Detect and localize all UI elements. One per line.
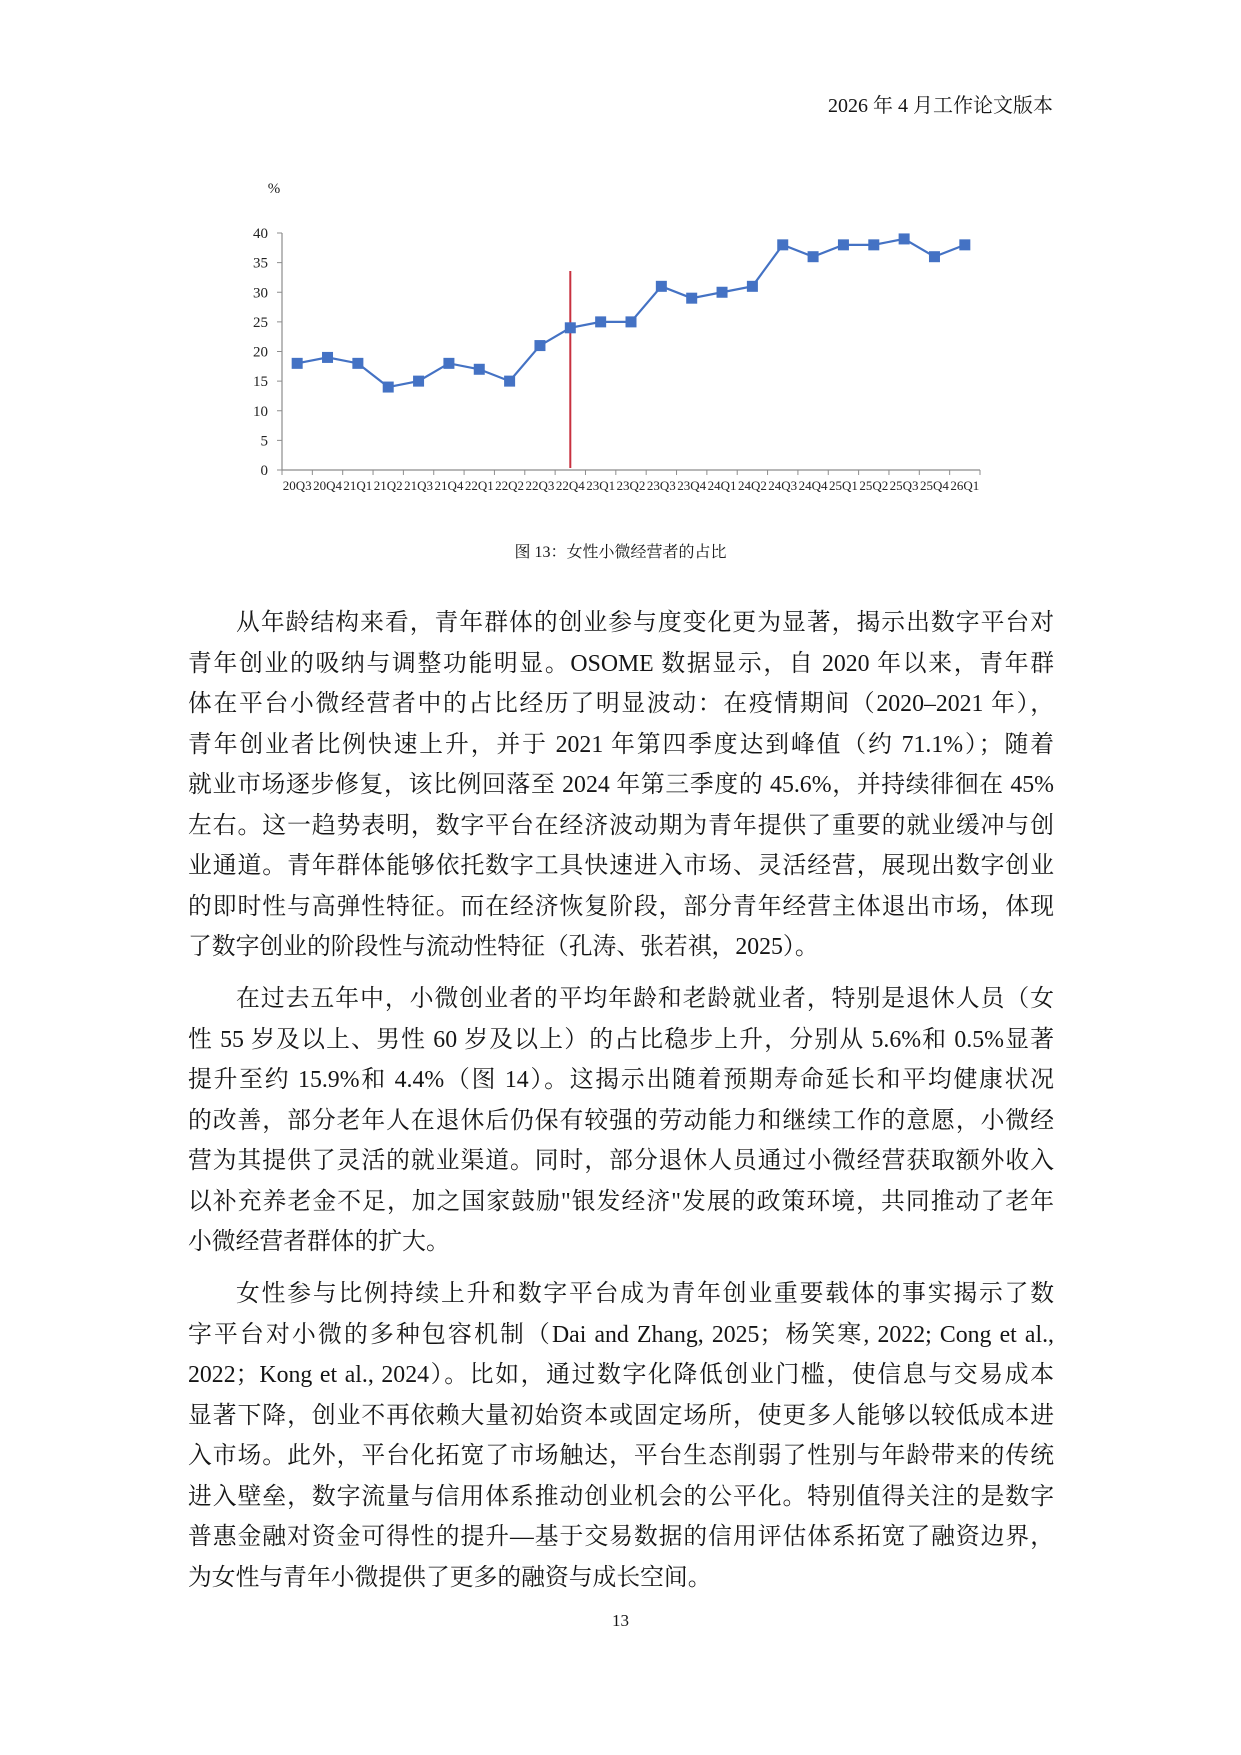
- text-line: 显著下降，创业不再依赖大量初始资本或固定场所，使更多人能够以较低成本进: [188, 1402, 1054, 1429]
- text-line: 在过去五年中，小微创业者的平均年龄和老龄就业者，特别是退休人员（女: [236, 986, 1054, 1012]
- text-line: 进入壁垒，数字流量与信用体系推动创业机会的公平化。特别值得关注的是数字: [188, 1483, 1054, 1510]
- text-line: 性 55 岁及以上、男性 60 岁及以上）的占比稳步上升，分别从 5.6%和 0.5%显著: [188, 1026, 1054, 1053]
- body-text: [188, 603, 1054, 1610]
- data-point: [352, 358, 363, 369]
- x-tick-label: 24Q1: [707, 478, 737, 493]
- data-point: [959, 239, 970, 250]
- x-tick-label: 23Q1: [586, 478, 616, 493]
- series-line: [297, 239, 965, 387]
- page-header-version: 2026 年 4 月工作论文版本: [828, 95, 1053, 117]
- text-line: 青年创业的吸纳与调整功能明显。OSOME 数据显示，自 2020 年以来，青年群: [188, 650, 1054, 677]
- x-tick-label: 26Q1: [950, 478, 980, 493]
- data-point: [504, 376, 515, 387]
- data-point: [717, 287, 728, 298]
- data-point: [626, 316, 637, 327]
- data-point: [292, 358, 303, 369]
- x-tick-label: 21Q3: [404, 478, 434, 493]
- x-tick-label: 21Q4: [434, 478, 464, 493]
- data-point: [808, 251, 819, 262]
- figure-caption: 图 13：女性小微经营者的占比: [514, 544, 727, 561]
- y-tick-label: 25: [253, 314, 268, 331]
- data-point: [929, 251, 940, 262]
- text-line: 体在平台小微经营者中的占比经历了明显波动：在疫情期间（2020–2021 年），: [188, 691, 1054, 717]
- x-tick-label: 23Q4: [677, 478, 707, 493]
- text-line: 左右。这一趋势表明，数字平台在经济波动期为青年提供了重要的就业缓冲与创: [188, 812, 1054, 839]
- x-tick-label: 24Q3: [768, 478, 798, 493]
- text-line: 入市场。此外，平台化拓宽了市场触达，平台生态削弱了性别与年龄带来的传统: [188, 1443, 1054, 1469]
- data-point: [322, 352, 333, 363]
- data-point: [565, 322, 576, 333]
- y-unit-label: %: [267, 181, 281, 197]
- x-tick-label: 21Q1: [343, 478, 373, 493]
- y-tick-label: 20: [253, 344, 268, 361]
- x-tick-label: 25Q4: [920, 478, 949, 493]
- text-line: 青年创业者比例快速上升，并于 2021 年第四季度达到峰值（约 71.1%）；随着: [188, 731, 1054, 758]
- y-tick-label: 40: [253, 226, 268, 242]
- text-line: 的即时性与高弹性特征。而在经济恢复阶段，部分青年经营主体退出市场，体现: [188, 893, 1054, 920]
- y-tick-label: 35: [253, 255, 268, 272]
- x-tick-label: 22Q4: [555, 478, 585, 493]
- data-point: [686, 293, 697, 304]
- data-point: [474, 364, 485, 375]
- x-tick-label: 21Q2: [373, 478, 403, 493]
- x-tick-label: 23Q3: [646, 478, 676, 493]
- data-point: [838, 239, 849, 250]
- text-line: 普惠金融对资金可得性的提升—基于交易数据的信用评估体系拓宽了融资边界，: [188, 1524, 1054, 1550]
- x-tick-label: 20Q3: [282, 478, 312, 493]
- data-point: [899, 233, 910, 244]
- y-tick-label: 15: [253, 374, 268, 391]
- text-line: 的改善，部分老年人在退休后仍保有较强的劳动能力和继续工作的意愿，小微经: [188, 1107, 1054, 1134]
- x-tick-label: 24Q4: [798, 478, 828, 493]
- text-line: 为女性与青年小微提供了更多的融资与成长空间。: [188, 1564, 712, 1591]
- text-line: 业通道。青年群体能够依托数字工具快速进入市场、灵活经营，展现出数字创业: [188, 853, 1054, 879]
- line-chart: [0, 0, 1241, 520]
- data-point: [383, 382, 394, 393]
- data-point: [534, 340, 545, 351]
- data-point: [868, 239, 879, 250]
- text-line: 2022；Kong et al., 2024）。比如，通过数字化降低创业门槛，使信息与交易成本: [188, 1362, 1054, 1388]
- page-number: 13: [612, 1611, 629, 1630]
- body-paragraph: [188, 603, 1054, 968]
- body-paragraph: [188, 979, 1054, 1263]
- text-line: 小微经营者群体的扩大。: [188, 1229, 450, 1255]
- x-tick-label: 25Q3: [889, 478, 919, 493]
- x-tick-label: 25Q2: [859, 478, 889, 493]
- text-line: 以补充养老金不足，加之国家鼓励"银发经济"发展的政策环境，共同推动了老年: [188, 1188, 1054, 1215]
- text-line: 提升至约 15.9%和 4.4%（图 14）。这揭示出随着预期寿命延长和平均健康状况: [188, 1067, 1054, 1093]
- y-tick-label: 5: [260, 433, 268, 450]
- x-tick-label: 23Q2: [616, 478, 646, 493]
- text-line: 就业市场逐步修复，该比例回落至 2024 年第三季度的 45.6%，并持续徘徊在 45%: [188, 772, 1054, 798]
- body-paragraph: [188, 1274, 1054, 1598]
- x-tick-label: 24Q2: [737, 478, 767, 493]
- data-point: [443, 358, 454, 369]
- y-tick-label: 30: [253, 285, 268, 302]
- text-line: 女性参与比例持续上升和数字平台成为青年创业重要载体的事实揭示了数: [236, 1281, 1054, 1307]
- data-point: [656, 281, 667, 292]
- data-point: [777, 239, 788, 250]
- data-point: [595, 316, 606, 327]
- x-tick-label: 22Q1: [464, 478, 494, 493]
- y-tick-label: 0: [260, 463, 268, 479]
- data-point: [747, 281, 758, 292]
- x-tick-label: 25Q1: [828, 478, 858, 493]
- text-line: 从年龄结构来看，青年群体的创业参与度变化更为显著，揭示出数字平台对: [236, 610, 1054, 636]
- y-tick-label: 10: [253, 403, 268, 420]
- x-tick-label: 22Q2: [495, 478, 525, 493]
- text-line: 字平台对小微的多种包容机制（Dai and Zhang, 2025；杨笑寒, 2022; Cong et al.,: [188, 1321, 1054, 1348]
- text-line: 了数字创业的阶段性与流动性特征（孔涛、张若祺，2025）。: [188, 934, 819, 960]
- data-point: [413, 376, 424, 387]
- x-tick-label: 22Q3: [525, 478, 555, 493]
- x-tick-label: 20Q4: [313, 478, 342, 493]
- text-line: 营为其提供了灵活的就业渠道。同时，部分退休人员通过小微经营获取额外收入: [188, 1148, 1054, 1174]
